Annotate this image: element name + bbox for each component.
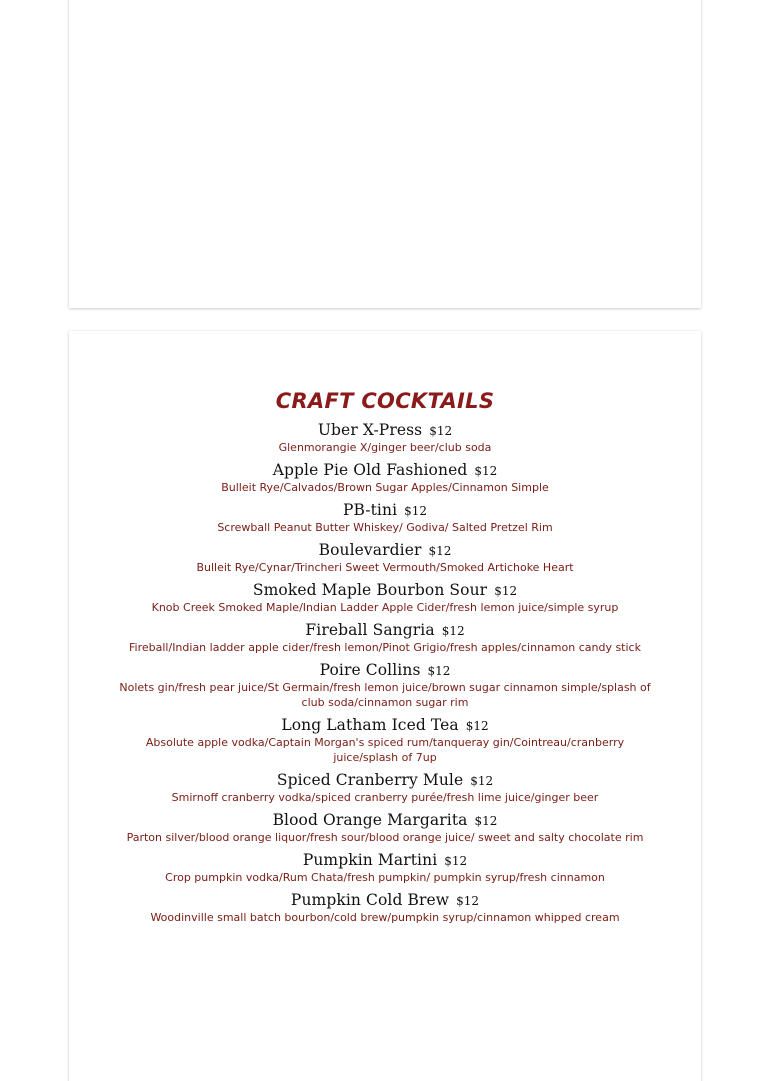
menu-item-description: Parton silver/blood orange liquor/fresh sour/blood orange juice/ sweet and salty chocolate rim: [126, 831, 644, 844]
menu-item-name: Boulevardier: [318, 541, 422, 559]
menu-item-heading: [69, 715, 701, 734]
menu-item-heading: [69, 850, 701, 869]
menu-item-description: Bulleit Rye/Calvados/Brown Sugar Apples/Cinnamon Simple: [221, 481, 549, 494]
menu-item-price: $12: [474, 464, 498, 478]
menu-item-price: $12: [474, 814, 498, 828]
menu-item-heading: [69, 890, 701, 909]
menu-item-name: Uber X-Press: [317, 421, 423, 439]
menu-item: [69, 890, 701, 925]
menu-item-description: Crop pumpkin vodka/Rum Chata/fresh pumpkin/ pumpkin syrup/fresh cinnamon: [165, 871, 605, 884]
menu-item-name: Fireball Sangria: [305, 621, 435, 639]
menu-item-heading: [69, 770, 701, 789]
menu-item-name: PB-tini: [342, 501, 398, 519]
menu-item-name: Blood Orange Margarita: [272, 811, 468, 829]
menu-item: [69, 460, 701, 495]
menu-item-description: Smirnoff cranberry vodka/spiced cranberry purée/fresh lime juice/ginger beer: [171, 791, 599, 804]
menu-item-price: $12: [470, 774, 494, 788]
menu-item-name: Pumpkin Martini: [302, 851, 438, 869]
menu-item: [69, 810, 701, 845]
menu-item-heading: [69, 420, 701, 439]
menu-item-heading: [69, 660, 701, 679]
menu-item: [69, 540, 701, 575]
previous-menu-page: [69, 0, 701, 308]
cocktail-menu: [69, 388, 701, 930]
menu-item: [69, 715, 701, 765]
menu-item-price: $12: [404, 504, 428, 518]
menu-item-name: Poire Collins: [319, 661, 421, 679]
menu-item: [69, 580, 701, 615]
menu-item-name: Apple Pie Old Fashioned: [272, 461, 468, 479]
menu-item-heading: [69, 810, 701, 829]
menu-item-description: Knob Creek Smoked Maple/Indian Ladder Apple Cider/fresh lemon juice/simple syrup: [151, 601, 619, 614]
menu-item-name: Long Latham Iced Tea: [281, 716, 459, 734]
menu-item: [69, 660, 701, 710]
menu-item-price: $12: [456, 894, 480, 908]
section-title: CRAFT COCKTAILS: [275, 389, 495, 413]
menu-item-description: Woodinville small batch bourbon/cold brew/pumpkin syrup/cinnamon whipped cream: [150, 911, 620, 924]
menu-item-list: [69, 420, 701, 925]
menu-item-price: $12: [444, 854, 468, 868]
menu-item-heading: [69, 580, 701, 599]
menu-item: [69, 620, 701, 655]
menu-item-price: $12: [428, 544, 452, 558]
menu-item-description: Nolets gin/fresh pear juice/St Germain/fresh lemon juice/brown sugar cinnamon simple/splash of club soda/cinnamon sugar rim: [119, 681, 651, 709]
menu-item-heading: [69, 540, 701, 559]
menu-item-description: Absolute apple vodka/Captain Morgan's spiced rum/tanqueray gin/Cointreau/cranberry juice/splash of 7up: [145, 736, 625, 764]
menu-page: [69, 331, 701, 1081]
menu-item-description: Screwball Peanut Butter Whiskey/ Godiva/ Salted Pretzel Rim: [217, 521, 553, 534]
menu-item-heading: [69, 500, 701, 519]
menu-item-description: Fireball/Indian ladder apple cider/fresh lemon/Pinot Grigio/fresh apples/cinnamon candy stick: [129, 641, 641, 654]
menu-item: [69, 850, 701, 885]
menu-item: [69, 500, 701, 535]
menu-item-price: $12: [429, 424, 453, 438]
menu-item-name: Smoked Maple Bourbon Sour: [252, 581, 488, 599]
menu-item: [69, 770, 701, 805]
menu-item-heading: [69, 460, 701, 479]
menu-item-description: Glenmorangie X/ginger beer/club soda: [278, 441, 492, 454]
menu-item-price: $12: [427, 664, 451, 678]
menu-item-price: $12: [465, 719, 489, 733]
menu-item-price: $12: [494, 584, 518, 598]
menu-item-heading: [69, 620, 701, 639]
menu-item: [69, 420, 701, 455]
menu-item-name: Pumpkin Cold Brew: [290, 891, 450, 909]
menu-item-description: Bulleit Rye/Cynar/Trincheri Sweet Vermouth/Smoked Artichoke Heart: [196, 561, 574, 574]
menu-item-name: Spiced Cranberry Mule: [276, 771, 464, 789]
menu-item-price: $12: [441, 624, 465, 638]
